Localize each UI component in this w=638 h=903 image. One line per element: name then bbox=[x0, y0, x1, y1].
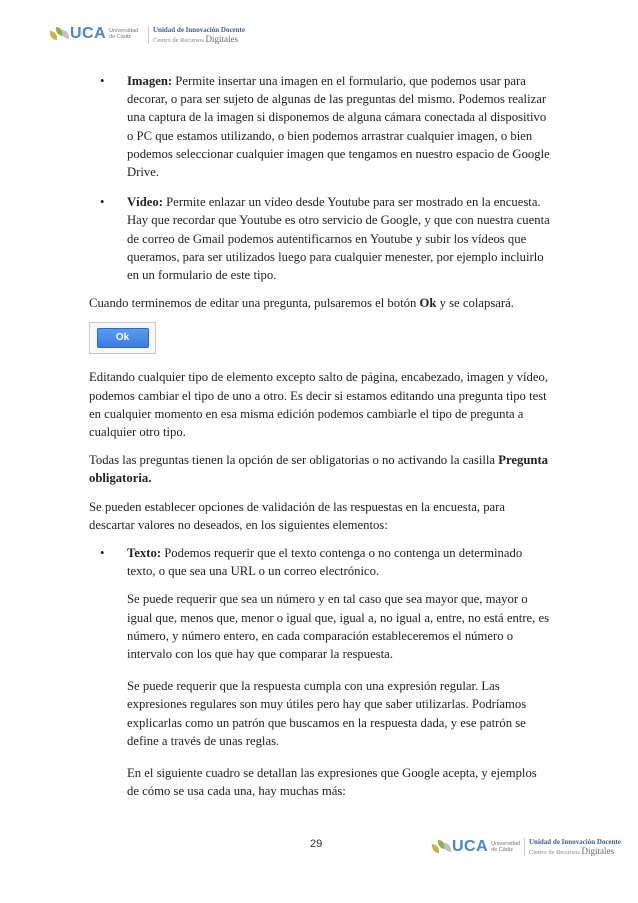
term: Imagen: bbox=[127, 74, 173, 88]
bullet-icon: • bbox=[100, 74, 105, 88]
ok-button-screenshot bbox=[89, 322, 156, 354]
term: Texto: bbox=[127, 546, 162, 561]
list-item bbox=[89, 193, 550, 284]
logo-university-text: Universidad de Cádiz bbox=[109, 28, 139, 40]
header-unit bbox=[148, 26, 245, 44]
unit-subtitle: Centro de Recursos Digitales bbox=[529, 846, 615, 856]
list-item bbox=[89, 544, 550, 580]
list-item bbox=[89, 72, 550, 181]
unit-subtitle: Centro de Recursos Digitales bbox=[153, 34, 239, 44]
ok-button[interactable]: Ok bbox=[97, 328, 149, 348]
logo-university-text: Universidad de Cádiz bbox=[491, 841, 521, 853]
bullet-icon: • bbox=[100, 195, 105, 210]
uca-emblem-icon bbox=[432, 838, 452, 856]
paragraph-ok: Cuando terminemos de editar una pregunta, pulsaremos el botón Ok y se colapsará. bbox=[89, 296, 514, 311]
paragraph-edit: Editando cualquier tipo de elemento excepto salto de página, encabezado, imagen y vídeo, podemos cambiar el tipo de uno a otro. Es decir si estamos editando una pregunta tipo test en cualquier momento en esa misma edición podemos cambiarle el tipo de pregunta a cualquier otro tipo. bbox=[89, 370, 549, 440]
indented-paragraph: Se puede requerir que sea un número y en tal caso que sea mayor que, mayor o igual que, menos que, menor o igual que, igual a, no igual a, entre, no está entre, es número, y número entero, en cada comparación estableceremos el número o intervalo con los que hay que comparar la respuesta. bbox=[127, 592, 550, 662]
header-logo bbox=[50, 25, 138, 43]
logo-text: UCA bbox=[452, 838, 489, 855]
footer-unit bbox=[524, 838, 621, 856]
indented-paragraph: En el siguiente cuadro se detallan las expresiones que Google acepta, y ejemplos de cómo se usa cada una, hay muchas más: bbox=[127, 766, 537, 799]
indented-paragraph: Se puede requerir que la respuesta cumpla con una expresión regular. Las expresiones regulares son muy útiles pero hay que saber utilizarlas. Podríamos explicarlas como un patrón que buscamos en la respuesta dada, y ese patrón se define a través de unas reglas. bbox=[127, 679, 527, 748]
list-item-text: Permite insertar una imagen en el formulario, que podemos usar para decorar, o para ser sujeto de algunas de las preguntas del mismo. Podemos realizar una captura de la imagen si disponemos de alguna cámara conectada al dispositivo o PC que estamos utilizando, o bien podemos arrastrar cualquier imagen, o bien podemos seleccionar cualquier imagen que tengamos en nuestro espacio de Google Drive. bbox=[127, 74, 550, 180]
uca-emblem-icon bbox=[50, 25, 70, 43]
bullet-icon: • bbox=[100, 546, 105, 561]
unit-title: Unidad de Innovación Docente bbox=[153, 26, 245, 34]
list-item-text: Podemos requerir que el texto contenga o no contenga un determinado texto, o que sea una URL o un correo electrónico. bbox=[127, 546, 523, 579]
page-number: 29 bbox=[310, 838, 323, 850]
list-item-text: Permite enlazar un vídeo desde Youtube para ser mostrado en la encuesta. Hay que recordar que Youtube es otro servicio de Google, y que con nuestra cuenta de correo de Gmail podemos autentificarnos en Youtube y subir los vídeos que queramos, para ser utilizados luego para cualquier menester, por ejemplo incluirlo en un formulario de este tipo. bbox=[127, 195, 550, 283]
logo-text: UCA bbox=[70, 25, 107, 42]
paragraph-validation: Se pueden establecer opciones de validación de las respuestas en la encuesta, para descartar valores no deseados, en los siguientes elementos: bbox=[89, 499, 506, 532]
unit-title: Unidad de Innovación Docente bbox=[529, 838, 621, 846]
footer-logo bbox=[432, 838, 520, 856]
term: Vídeo: bbox=[127, 195, 163, 210]
paragraph-obligatoria: Todas las preguntas tienen la opción de ser obligatorias o no activando la casilla Pregunta obligatoria. bbox=[89, 453, 549, 486]
page-content bbox=[89, 72, 550, 815]
